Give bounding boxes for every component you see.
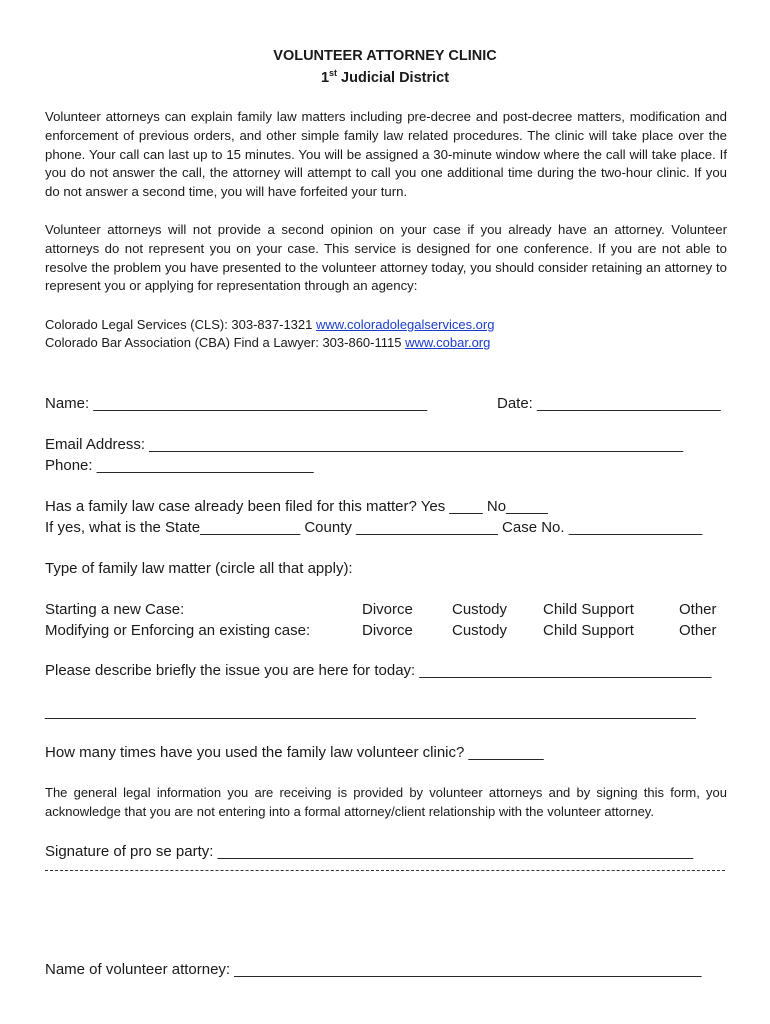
modify-case-custody-option[interactable]: Custody xyxy=(452,622,508,639)
row-modify-case-label: Modifying or Enforcing an existing case: xyxy=(45,622,311,639)
issue-description-field[interactable]: Please describe briefly the issue you are here for today: ___________________________________ xyxy=(45,662,712,679)
times-used-field[interactable]: How many times have you used the family law volunteer clinic? _________ xyxy=(45,744,544,761)
page-title: VOLUNTEER ATTORNEY CLINIC xyxy=(273,48,497,64)
new-case-other-option[interactable]: Other xyxy=(679,601,717,618)
issue-description-line-2[interactable]: ______________________________________________________________________________ xyxy=(45,703,696,720)
date-field[interactable]: Date: ______________________ xyxy=(497,395,721,412)
district-ordinal: st xyxy=(329,68,338,78)
cba-text: Colorado Bar Association (CBA) Find a Lawyer: 303-860-1115 xyxy=(45,335,406,350)
matter-type-heading: Type of family law matter (circle all that apply): xyxy=(45,560,353,577)
modify-case-other-option[interactable]: Other xyxy=(679,622,717,639)
case-details-field[interactable]: If yes, what is the State____________ County _________________ Case No. ________________ xyxy=(45,519,703,536)
new-case-custody-option[interactable]: Custody xyxy=(452,601,508,618)
new-case-divorce-option[interactable]: Divorce xyxy=(362,601,413,618)
cls-text: Colorado Legal Services (CLS): 303-837-1321 xyxy=(45,317,316,332)
page-subtitle xyxy=(0,68,770,86)
phone-field[interactable]: Phone: __________________________ xyxy=(45,457,314,474)
cut-line-divider xyxy=(45,870,725,871)
district-number: 1 xyxy=(320,69,330,86)
intro-paragraph-2: Volunteer attorneys will not provide a second opinion on your case if you already have an attorney. Volunteer attorneys do not represent you on your case. This service is designed for one conference. If you are not able to resolve the problem you have presented to the volunteer attorney today, you should consider retaining an attorney to represent you or applying for representation through an agency: xyxy=(45,222,727,294)
cba-link[interactable]: www.cobar.org xyxy=(405,335,491,350)
modify-case-divorce-option[interactable]: Divorce xyxy=(362,622,413,639)
disclaimer-text: The general legal information you are receiving is provided by volunteer attorneys and by signing this form, you acknowledge that you are not entering into a formal attorney/client relationship with the volunteer attorney. xyxy=(45,785,727,819)
new-case-child-support-option[interactable]: Child Support xyxy=(543,601,634,618)
row-new-case-label: Starting a new Case: xyxy=(45,601,185,618)
intro-paragraph-1: Volunteer attorneys can explain family law matters including pre-decree and post-decree matters, modification and enforcement of previous orders, and other simple family law related procedures. The clinic will take place over the phone. Your call can last up to 15 minutes. You will be assigned a 30-minute window where the call will take place. If you do not answer the call, the attorney will attempt to call you one additional time during the two-hour clinic. If you do not answer a second time, you will have forfeited your turn. xyxy=(45,109,727,200)
modify-case-child-support-option[interactable]: Child Support xyxy=(543,622,634,639)
case-filed-question[interactable]: Has a family law case already been filed for this matter? Yes ____ No_____ xyxy=(45,498,548,515)
cls-link[interactable]: www.coloradolegalservices.org xyxy=(316,317,495,332)
signature-field[interactable]: Signature of pro se party: _________________________________________________________ xyxy=(45,843,694,860)
cls-resource xyxy=(45,317,494,332)
district-label: Judicial District xyxy=(337,69,450,86)
cba-resource xyxy=(45,335,490,350)
volunteer-attorney-field[interactable]: Name of volunteer attorney: ________________________________________________________ xyxy=(45,961,702,978)
email-field[interactable]: Email Address: ________________________________________________________________ xyxy=(45,436,684,453)
name-field[interactable]: Name: ________________________________________ xyxy=(45,395,428,412)
